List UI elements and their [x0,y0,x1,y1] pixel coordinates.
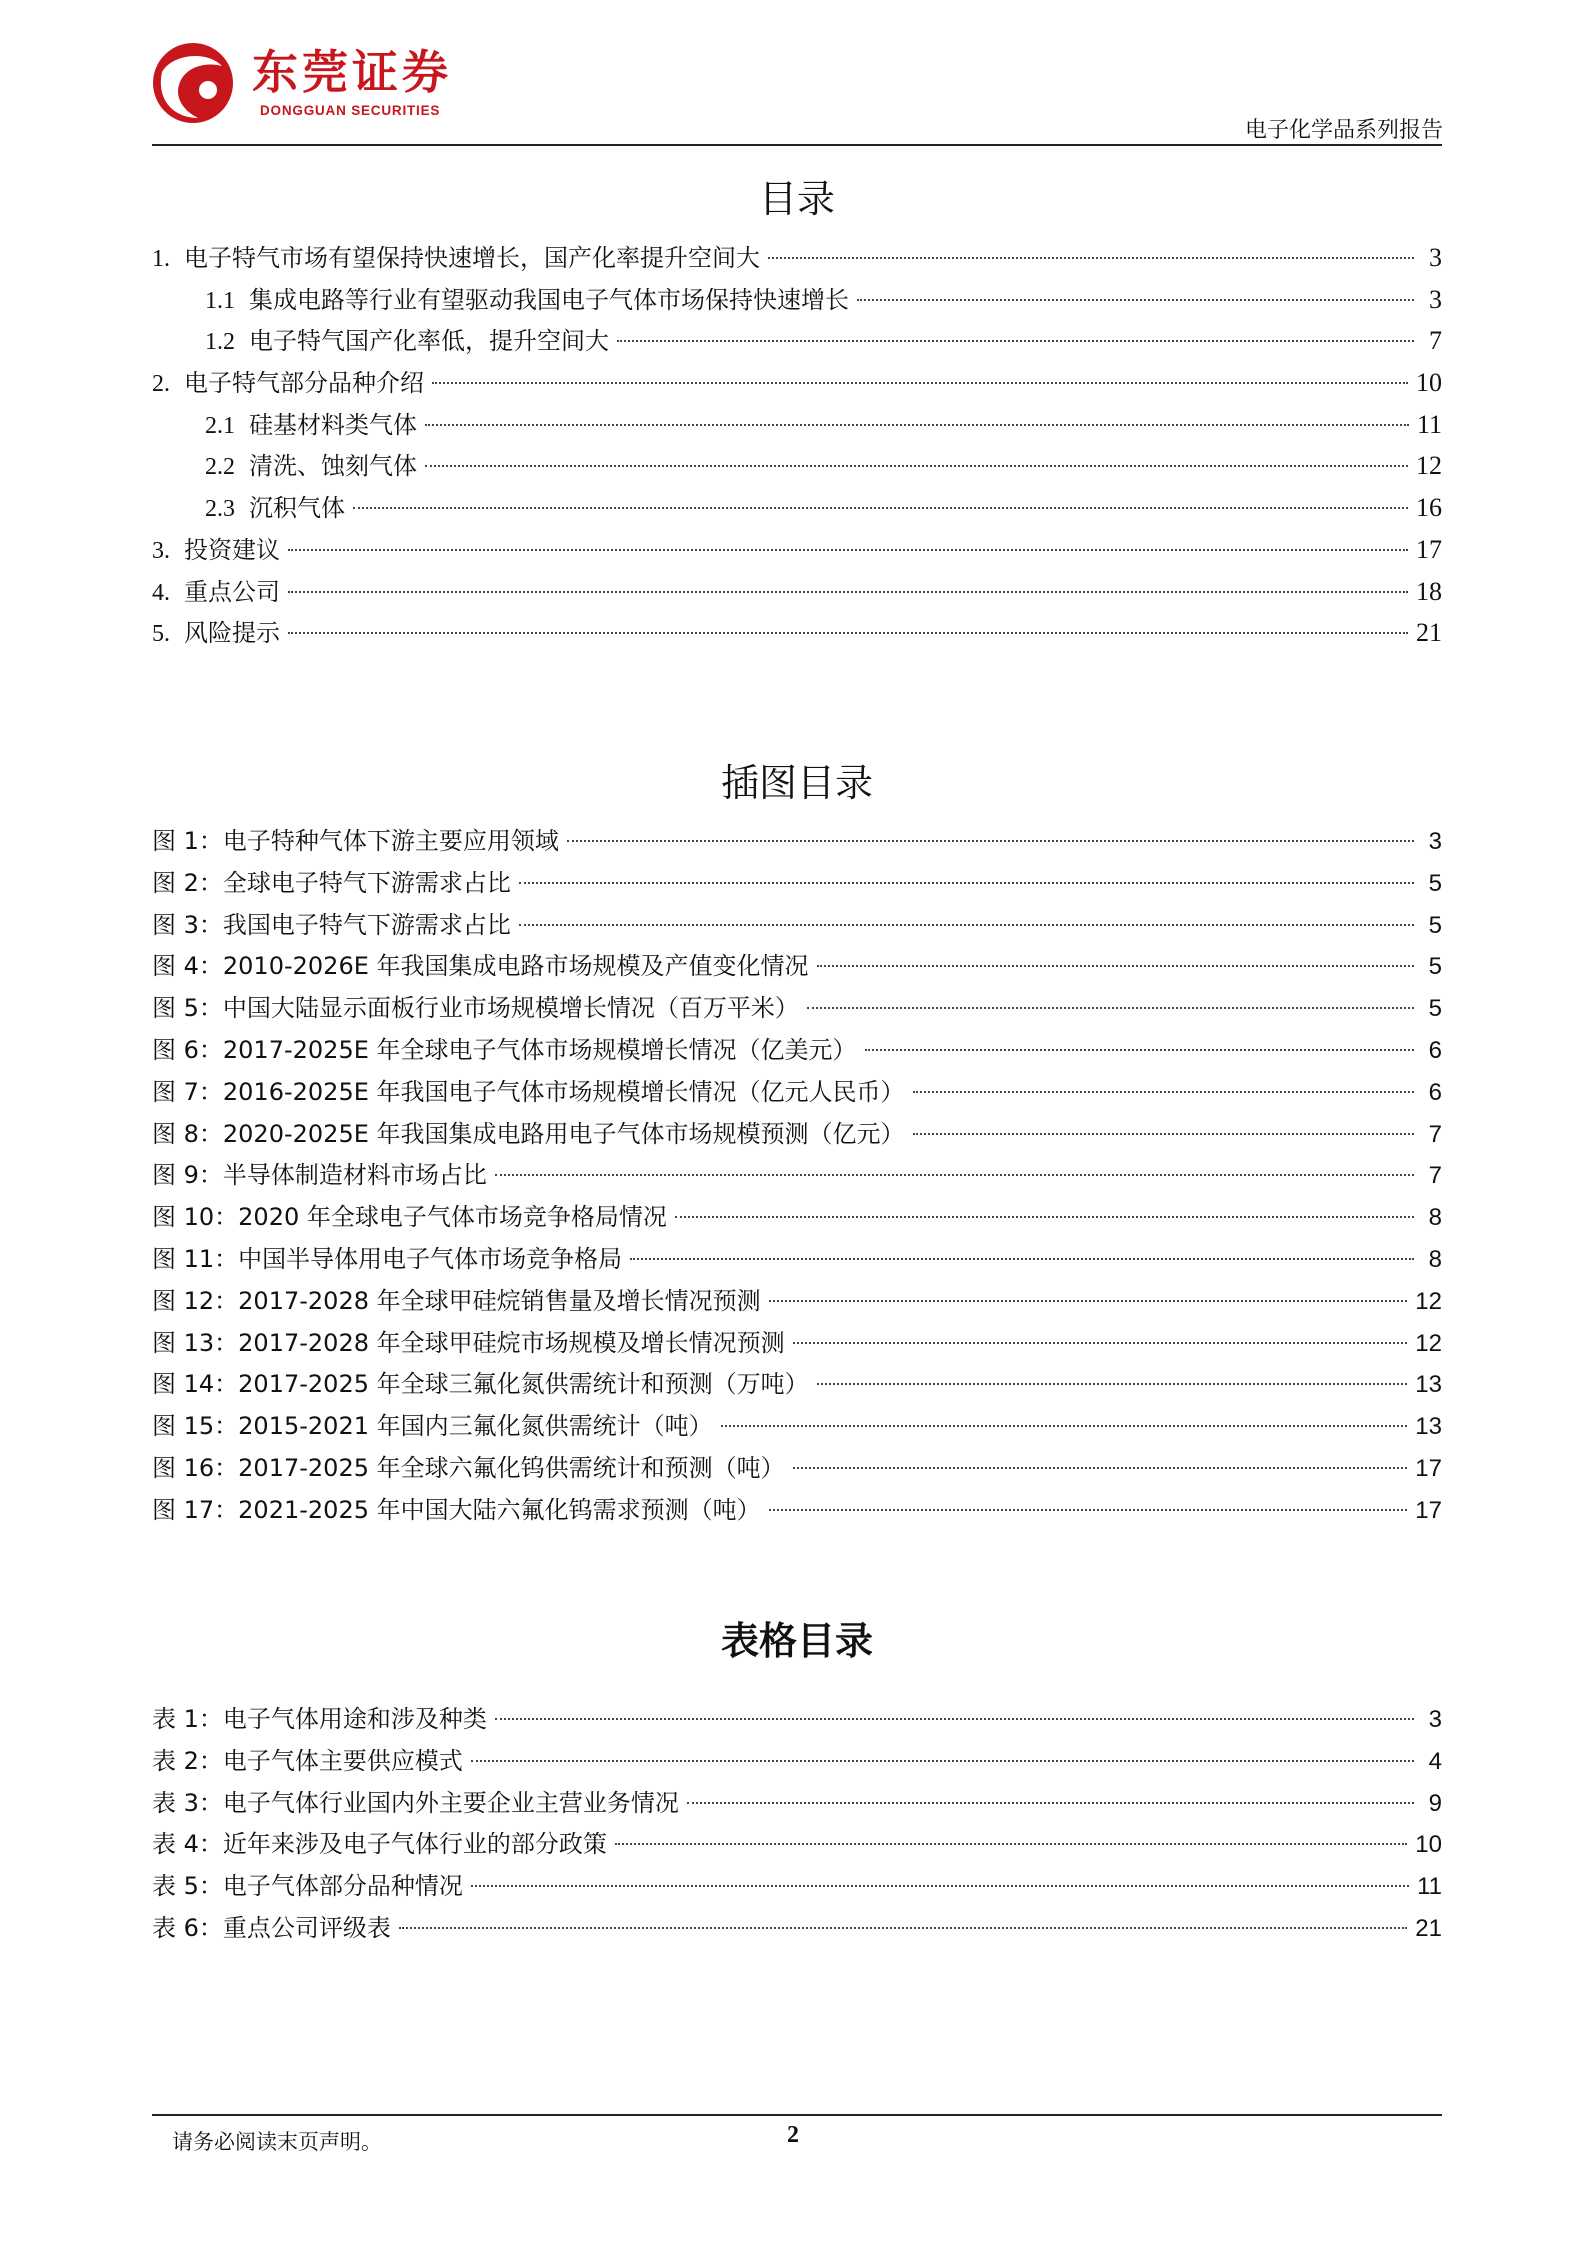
dot-leader [865,1049,1414,1051]
page-header [0,0,1586,150]
table-entry-page: 3 [1428,1706,1442,1733]
figure-entry[interactable] [152,821,1442,863]
dongguan-securities-logo-icon [152,42,234,124]
table-entry-page: 11 [1417,1873,1442,1901]
toc-entry-label: 电子特气市场有望保持快速增长，国产化率提升空间大 [184,244,760,272]
figure-entry[interactable] [152,1155,1442,1197]
table-entry[interactable] [152,1908,1442,1950]
figure-entry[interactable] [152,1281,1442,1323]
toc-entry[interactable] [152,613,1442,655]
dot-leader [353,507,1408,509]
figure-entry[interactable] [152,946,1442,988]
figure-entry-page: 6 [1428,1078,1442,1106]
figure-entry[interactable] [152,1323,1442,1365]
table-entry-label: 表 6：重点公司评级表 [152,1913,391,1942]
dot-leader [425,424,1409,426]
dot-leader [471,1885,1409,1887]
toc-entry[interactable] [152,363,1442,405]
figure-entry-page: 5 [1428,911,1442,939]
figure-entry-page: 8 [1428,1204,1442,1232]
dot-leader [425,465,1408,467]
toc-entry[interactable] [152,488,1442,530]
table-entry[interactable] [152,1741,1442,1783]
figure-entry-label: 图 8：2020-2025E 年我国集成电路用电子气体市场规模预测（亿元） [152,1119,905,1148]
toc-entry-page: 10 [1416,368,1442,398]
dot-leader [913,1091,1414,1093]
tables-title: 表格目录 [720,1619,873,1663]
toc-entry[interactable] [152,238,1442,280]
figures-title: 插图目录 [720,761,873,805]
dot-leader [807,1007,1414,1009]
figure-entry[interactable] [152,1448,1442,1490]
dot-leader [399,1927,1407,1929]
toc-entry-label: 硅基材料类气体 [249,410,417,439]
dot-leader [817,1383,1408,1385]
dot-leader [630,1258,1414,1260]
toc-entry-page: 11 [1416,409,1442,439]
figure-entry-page: 5 [1428,869,1442,897]
figure-entry-page: 7 [1428,1162,1442,1190]
toc-entry[interactable] [152,321,1442,363]
dot-leader [519,882,1414,884]
dot-leader [768,257,1414,259]
figure-entry-page: 17 [1415,1496,1442,1524]
figure-entry-label: 图 2：全球电子特气下游需求占比 [152,868,511,897]
toc-entry[interactable] [152,280,1442,322]
toc-entry-number: 2.3 [205,496,235,523]
dot-leader [857,299,1414,301]
toc-entry-page: 3 [1429,284,1442,314]
figure-entry-label: 图 9：半导体制造材料市场占比 [152,1161,487,1190]
figure-entry[interactable] [152,1030,1442,1072]
toc-entry-number: 2.1 [205,412,235,439]
figure-entry-page: 5 [1428,995,1442,1023]
toc-entry-label: 重点公司 [184,577,280,606]
toc-entry-label: 电子特气部分品种介绍 [184,369,424,398]
figure-entry[interactable] [152,1364,1442,1406]
figure-entry-page: 7 [1428,1120,1442,1148]
page-number: 2 [787,2122,799,2148]
figure-entry-page: 3 [1428,828,1442,855]
toc-entry-number: 2.2 [205,454,235,481]
toc-entry-label: 清洗、蚀刻气体 [249,452,417,481]
toc-entry-number: 1.2 [205,329,235,356]
toc-entry-page: 18 [1416,576,1442,606]
dot-leader [913,1133,1414,1135]
figure-entry-label: 图 5：中国大陆显示面板行业市场规模增长情况（百万平米） [152,994,799,1023]
figures-list [152,821,1442,1532]
toc-entry-page: 3 [1429,243,1442,272]
table-entry-page: 4 [1428,1747,1442,1775]
dot-leader [617,340,1414,342]
toc-entry-page: 17 [1416,534,1442,564]
toc-entry[interactable] [152,530,1442,572]
figure-entry-page: 12 [1415,1329,1442,1357]
figure-entry[interactable] [152,1072,1442,1114]
dot-leader [495,1718,1414,1720]
figure-entry[interactable] [152,1406,1442,1448]
figure-entry-page: 17 [1415,1454,1442,1482]
figure-entry[interactable] [152,1114,1442,1156]
footer-divider [152,2114,1442,2116]
table-entry-page: 21 [1415,1914,1442,1942]
toc-entry-number: 5. [152,621,170,648]
figure-entry-label: 图 11：中国半导体用电子气体市场竞争格局 [152,1244,623,1273]
logo-chinese-name: 东莞证券 [252,45,452,99]
figure-entry-label: 图 4：2010-2026E 年我国集成电路市场规模及产值变化情况 [152,952,809,981]
toc-entry-label: 投资建议 [184,535,280,564]
dot-leader [793,1467,1408,1469]
figure-entry-label: 图 12：2017-2028 年全球甲硅烷销售量及增长情况预测 [152,1286,761,1315]
toc-entry-label: 集成电路等行业有望驱动我国电子气体市场保持快速增长 [249,285,849,314]
figure-entry-label: 图 3：我国电子特气下游需求占比 [152,910,511,939]
header-divider [152,144,1442,146]
figure-entry-label: 图 10：2020 年全球电子气体市场竞争格局情况 [152,1203,667,1232]
figure-entry[interactable] [152,863,1442,905]
figure-entry-page: 5 [1428,953,1442,981]
tables-list [152,1699,1442,1950]
table-entry[interactable] [152,1866,1442,1908]
contents-title: 目录 [758,177,835,221]
toc-entry-label: 沉积气体 [249,494,345,523]
toc-entry[interactable] [152,405,1442,447]
toc-entry-page: 12 [1416,451,1442,481]
toc-entry-number: 2. [152,371,170,398]
table-entry[interactable] [152,1699,1442,1741]
dot-leader [471,1760,1414,1762]
dot-leader [432,382,1408,384]
dot-leader [288,591,1408,593]
disclaimer-note: 请务必阅读末页声明。 [172,2130,382,2154]
dot-leader [567,840,1414,842]
toc-entry-page: 21 [1416,618,1442,648]
table-entry[interactable] [152,1824,1442,1866]
figure-entry-label: 图 17：2021-2025 年中国大陆六氟化钨需求预测（吨） [152,1495,761,1524]
table-entry-label: 表 3：电子气体行业国内外主要企业主营业务情况 [152,1788,679,1817]
table-entry-page: 10 [1415,1831,1442,1859]
figure-entry[interactable] [152,905,1442,947]
figure-entry-label: 图 6：2017-2025E 年全球电子气体市场规模增长情况（亿美元） [152,1035,857,1064]
figure-entry-label: 图 14：2017-2025 年全球三氟化氮供需统计和预测（万吨） [152,1370,809,1399]
table-entry-label: 表 1：电子气体用途和涉及种类 [152,1705,487,1733]
report-series-title: 电子化学品系列报告 [1244,118,1443,143]
dot-leader [769,1300,1408,1302]
table-entry-page: 9 [1428,1789,1442,1817]
figure-entry-page: 12 [1415,1287,1442,1315]
figure-entry-label: 图 13：2017-2028 年全球甲硅烷市场规模及增长情况预测 [152,1328,785,1357]
figure-entry-label: 图 15：2015-2021 年国内三氟化氮供需统计（吨） [152,1412,713,1441]
table-entry-label: 表 5：电子气体部分品种情况 [152,1872,463,1901]
dot-leader [721,1425,1408,1427]
toc-entry-number: 4. [152,579,170,606]
dot-leader [687,1802,1414,1804]
figure-entry[interactable] [152,988,1442,1030]
table-entry[interactable] [152,1783,1442,1825]
toc-entry-page: 16 [1416,493,1442,523]
figure-entry-page: 13 [1415,1413,1442,1441]
dot-leader [793,1342,1408,1344]
table-entry-label: 表 2：电子气体主要供应模式 [152,1746,463,1775]
toc-entry-label: 电子特气国产化率低，提升空间大 [249,327,609,356]
contents-list [152,238,1442,655]
dot-leader [817,965,1414,967]
dot-leader [495,1174,1414,1176]
toc-entry-number: 1.1 [205,287,235,314]
dot-leader [675,1216,1414,1218]
toc-entry-number: 3. [152,537,170,564]
figure-entry[interactable] [152,1239,1442,1281]
toc-entry[interactable] [152,572,1442,614]
figure-entry-page: 13 [1415,1371,1442,1399]
figure-entry[interactable] [152,1490,1442,1532]
figure-entry-page: 6 [1428,1036,1442,1064]
toc-entry-label: 风险提示 [184,619,280,648]
dot-leader [615,1843,1407,1845]
toc-entry-number: 1. [152,246,170,272]
dot-leader [288,632,1408,634]
dot-leader [519,924,1414,926]
dot-leader [288,549,1408,551]
figure-entry-label: 图 1：电子特种气体下游主要应用领域 [152,827,559,855]
figure-entry-label: 图 16：2017-2025 年全球六氟化钨供需统计和预测（吨） [152,1453,785,1482]
figure-entry-page: 8 [1428,1245,1442,1273]
dot-leader [769,1509,1408,1511]
toc-entry[interactable] [152,446,1442,488]
logo-english-name: DONGGUAN SECURITIES [260,103,441,118]
table-entry-label: 表 4：近年来涉及电子气体行业的部分政策 [152,1830,607,1859]
toc-entry-page: 7 [1429,326,1442,356]
figure-entry-label: 图 7：2016-2025E 年我国电子气体市场规模增长情况（亿元人民币） [152,1077,905,1106]
figure-entry[interactable] [152,1197,1442,1239]
